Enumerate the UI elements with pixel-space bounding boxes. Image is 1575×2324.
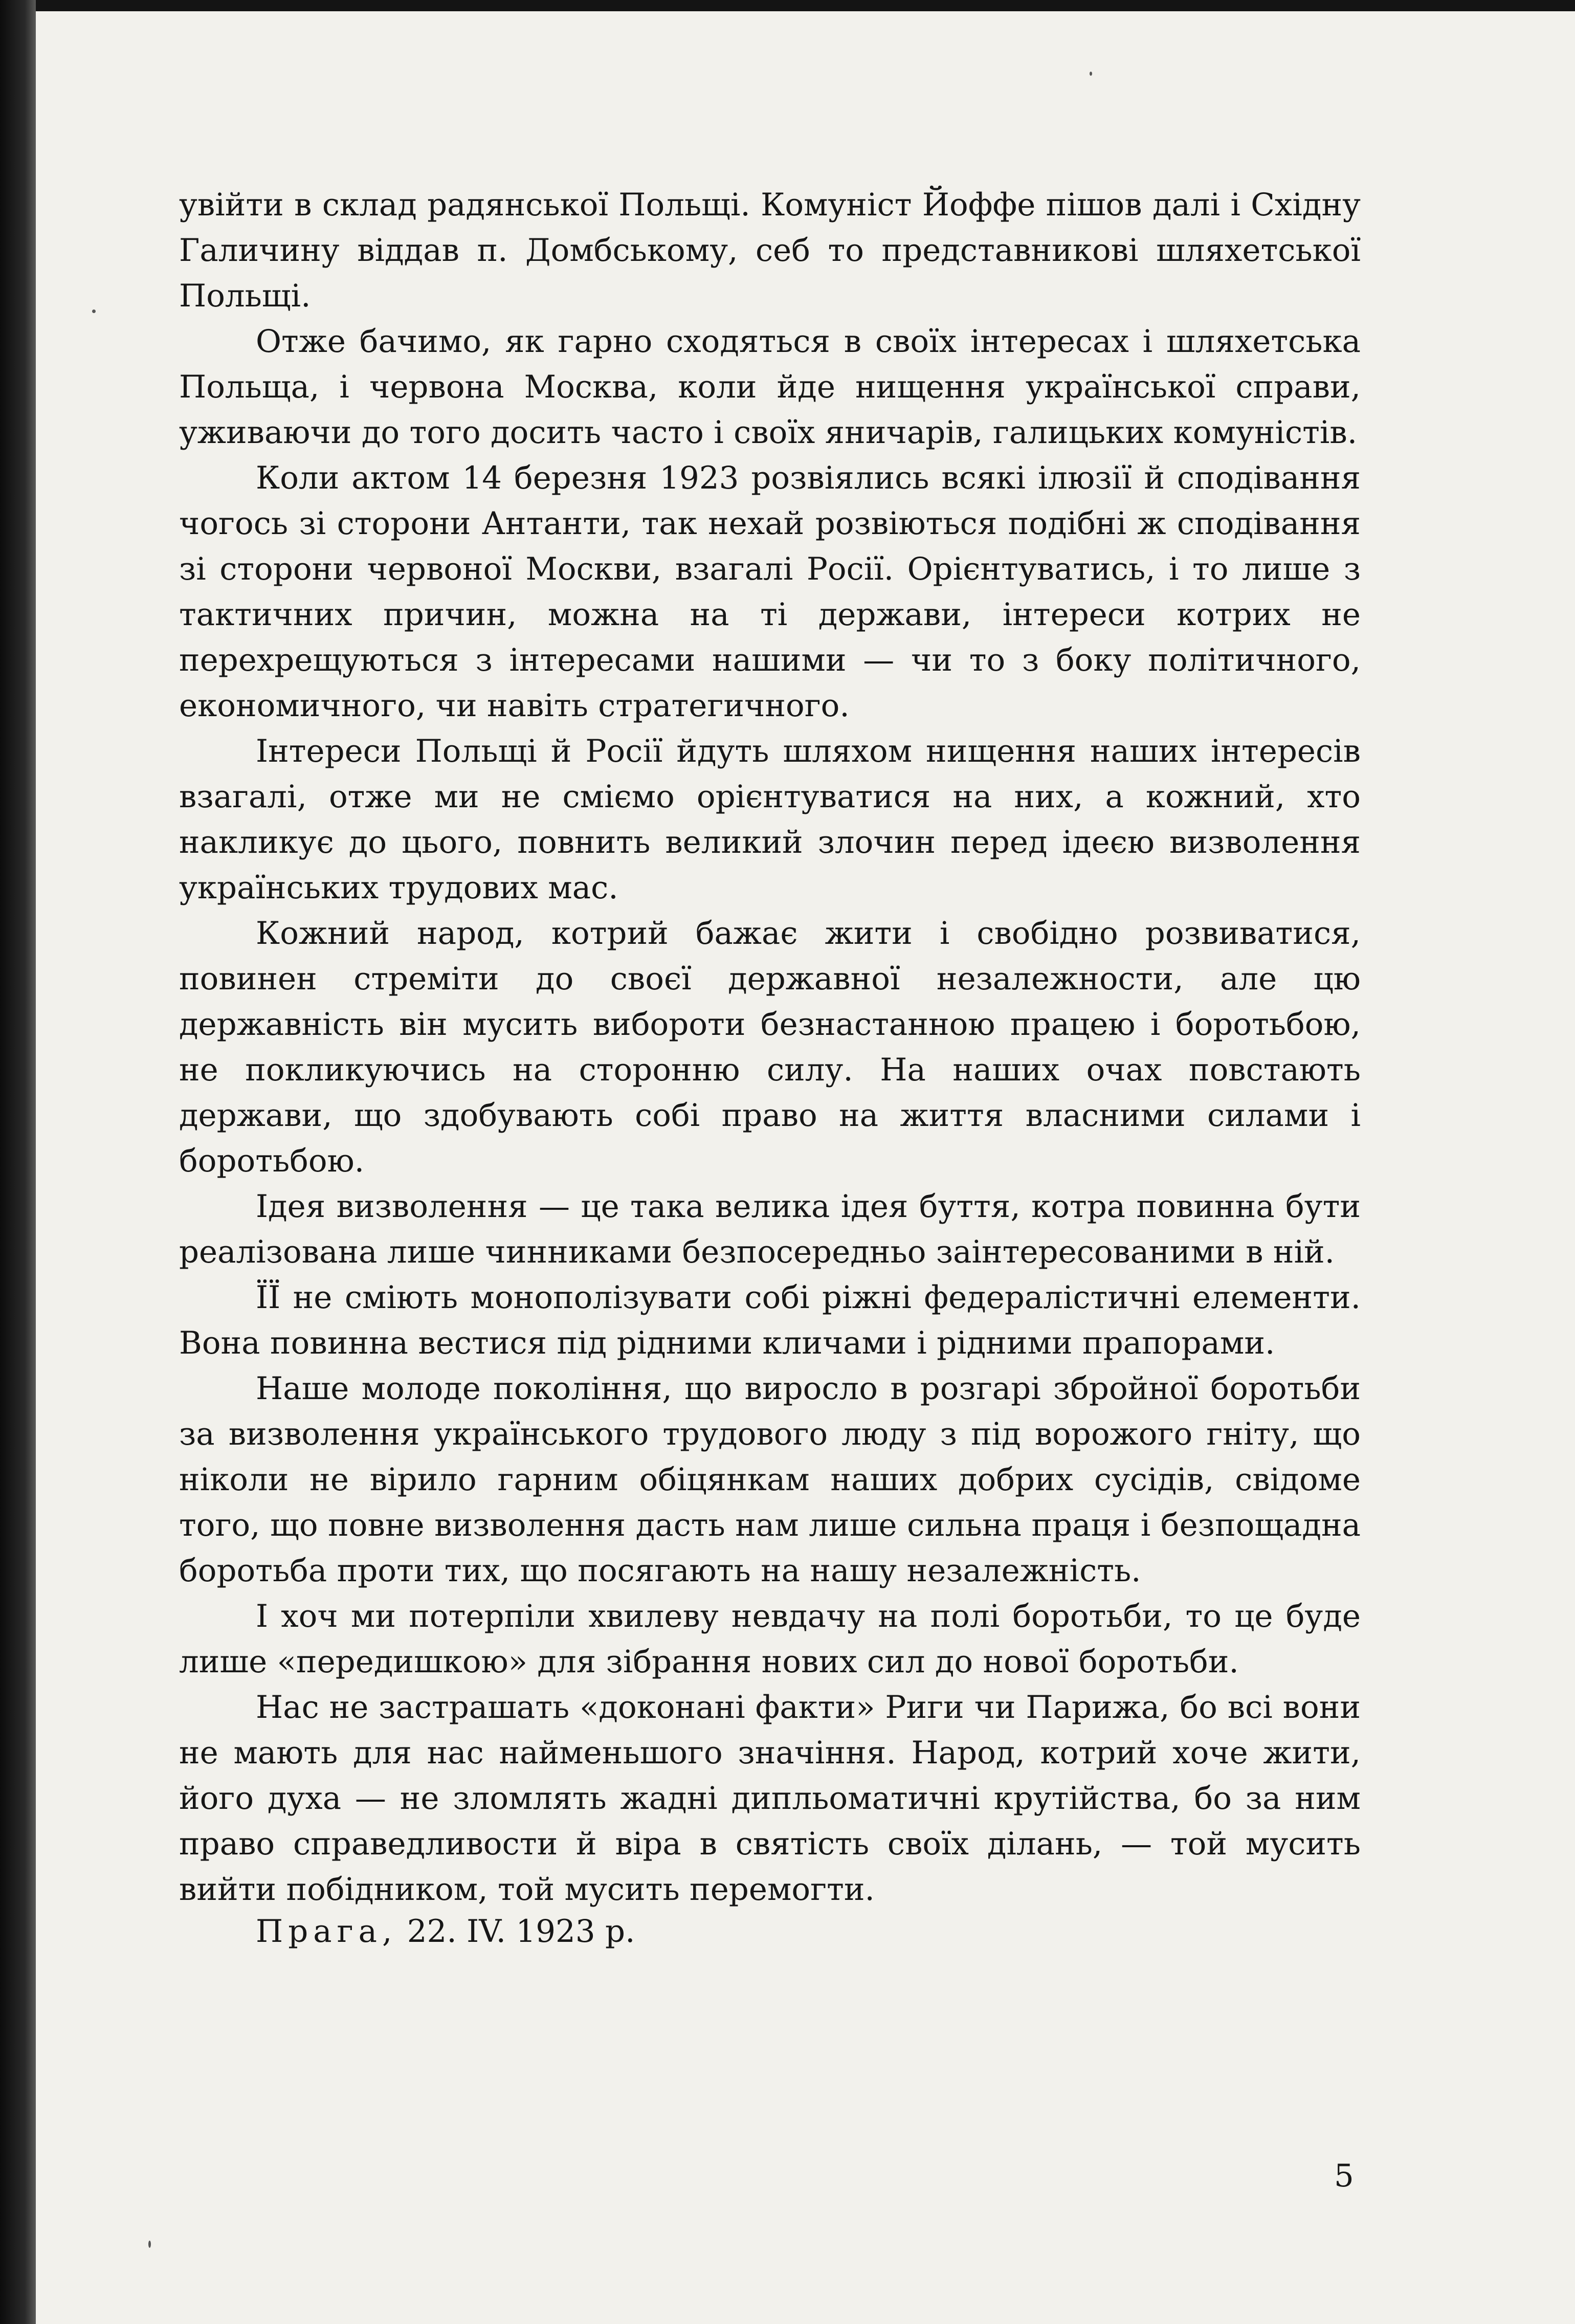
body-text <box>179 182 1361 1912</box>
paragraph: Ідея визволення — це така велика ідея буття, котра повинна бути реалізована лише чинниками безпосередньо заінтересованими в ній. <box>179 1188 1361 1270</box>
paragraph: Наше молоде покоління, що виросло в розгарі збройної боротьби за визволення українського трудового люду з під ворожого гніту, що ніколи не вірило гарним обіцянкам наших добрих сусідів, свідоме того, що повне визволення дасть нам лише сильна праця і безпощадна боротьба проти тих, що посягають на нашу незалежність. <box>179 1370 1361 1589</box>
paragraph: Кожний народ, котрий бажає жити і свобідно розвиватися, повинен стреміти до своєї державної незалежности, але цю державність він мусить виборoти безнастанною працею і боротьбою, не покликуючись на сторонню силу. На наших очах повстають держави, що здобувають собі право на життя власними силами і боротьбою. <box>179 915 1361 1179</box>
signature-date: 22. IV. 1923 р. <box>407 1913 635 1950</box>
paper-speck <box>1090 72 1092 76</box>
signature-city: Прага, <box>256 1913 397 1950</box>
book-spine-shadow <box>0 0 36 2324</box>
paper-speck <box>92 309 96 313</box>
paper-speck <box>148 2241 151 2248</box>
paragraph: І хоч ми потерпіли хвилеву невдачу на полі боротьби, то це буде лише «передишкою» для зібрання нових сил до нової боротьби. <box>179 1598 1361 1680</box>
paragraph: Інтереси Польщі й Росії йдуть шляхом нищення наших інтересів взагалі, отже ми не сміємо орієнтуватися на них, а кожний, хто накликує до цього, повнить великий злочин перед ідеєю визволення українських трудових мас. <box>179 733 1361 906</box>
paragraph: увійти в склад радянської Польщі. Комуніст Йоффе пішов далі і Східну Галичину віддав п. Домбському, себ то представникові шляхетської Польщі. <box>179 187 1361 314</box>
paragraph: Нас не застрашать «доконані факти» Риги чи Парижа, бо всі вони не мають для нас найменьшого значіння. Народ, котрий хоче жити, його духа — не зломлять жадні дипльоматичні крутійства, бо за ним право справедливости й віра в святість своїх ділань, — той мусить вийти побідником, той мусить перемогти. <box>179 1689 1361 1908</box>
paragraph: ЇЇ не сміють монополізувати собі ріжні федералістичні елементи. Вона повинна вестися під рідними кличами і рідними прапорами. <box>179 1279 1361 1361</box>
paragraph: Отже бачимо, як гарно сходяться в своїх інтересах і шляхетська Польща, і червона Москва, коли йде нищення української справи, уживаючи до того досить часто і своїх яничарів, галицьких комуністів. <box>179 323 1361 451</box>
page-number: 5 <box>1334 2158 1354 2194</box>
paragraph: Коли актом 14 березня 1923 розвіялись всякі ілюзії й сподівання чогось зі сторони Антанти, так нехай розвіються подібні ж сподівання зі сторони червоної Москви, взагалі Росії. Орієнтуватись, і то лише з тактичних причин, можна на ті держави, інтереси котрих не перехрещуються з інтересами нашими — чи то з боку політичного, економичного, чи навіть стратегичного. <box>179 460 1361 724</box>
place-and-date <box>256 1913 635 1950</box>
